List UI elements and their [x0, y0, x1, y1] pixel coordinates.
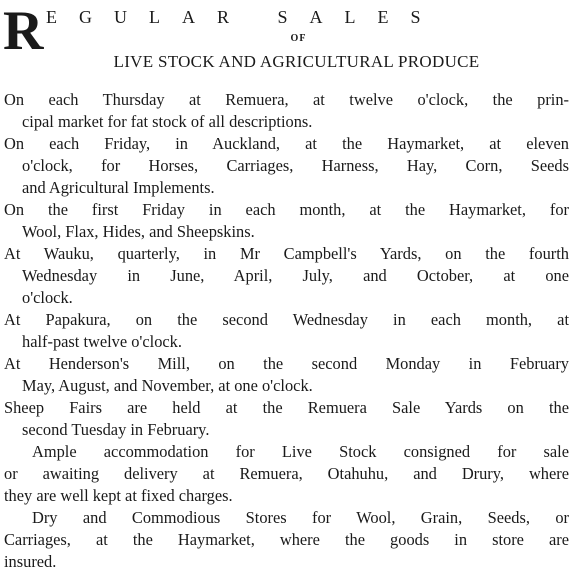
text-line: o'clock, for Horses, Carriages, Harness, Hay, Corn, Seeds	[22, 156, 569, 175]
text-line: Dry and Commodious Stores for Wool, Grain, Seeds, or	[32, 508, 569, 527]
advertisement-body	[4, 89, 569, 573]
headline-title: EGULAR SALES	[46, 7, 443, 27]
paragraph-hendersons-mill	[4, 353, 569, 397]
text-line: At Henderson's Mill, on the second Monday in February	[4, 354, 569, 373]
text-line: At Wauku, quarterly, in Mr Campbell's Yards, on the fourth	[4, 244, 569, 263]
text-line: Sheep Fairs are held at the Remuera Sale Yards on the	[4, 398, 569, 417]
text-line: they are well kept at fixed charges.	[4, 486, 233, 505]
text-line: On each Friday, in Auckland, at the Haymarket, at eleven	[4, 134, 569, 153]
paragraph-remuera-thursday	[4, 89, 569, 133]
text-line: half-past twelve o'clock.	[22, 332, 182, 351]
text-line: and Agricultural Implements.	[22, 178, 215, 197]
text-line: At Papakura, on the second Wednesday in each month, at	[4, 310, 569, 329]
text-line: Wool, Flax, Hides, and Sheepskins.	[22, 222, 255, 241]
text-line: Ample accommodation for Live Stock consigned for sale	[32, 442, 569, 461]
text-line: On each Thursday at Remuera, at twelve o'clock, the prin-	[4, 90, 569, 109]
paragraph-wauku-quarterly	[4, 243, 569, 309]
paragraph-auckland-friday	[4, 133, 569, 199]
text-line: second Tuesday in February.	[22, 420, 210, 439]
text-line: Wednesday in June, April, July, and October, at one	[22, 266, 569, 285]
paragraph-sheep-fairs	[4, 397, 569, 441]
text-line: May, August, and November, at one o'clock.	[22, 376, 313, 395]
paragraph-stores	[4, 507, 569, 573]
headline-subtitle: LIVE STOCK AND AGRICULTURAL PRODUCE	[113, 52, 480, 71]
text-line: o'clock.	[22, 288, 73, 307]
headline-of: OF	[290, 33, 307, 44]
paragraph-papakura	[4, 309, 569, 353]
drop-cap-letter: R	[3, 0, 44, 62]
text-line: Carriages, at the Haymarket, where the goods in store are	[4, 530, 569, 549]
paragraph-accommodation	[4, 441, 569, 507]
text-line: On the first Friday in each month, at the Haymarket, for	[4, 200, 569, 219]
text-line: or awaiting delivery at Remuera, Otahuhu, and Drury, where	[4, 464, 569, 483]
paragraph-first-friday	[4, 199, 569, 243]
text-line: insured.	[4, 552, 57, 571]
text-line: cipal market for fat stock of all descriptions.	[22, 112, 313, 131]
